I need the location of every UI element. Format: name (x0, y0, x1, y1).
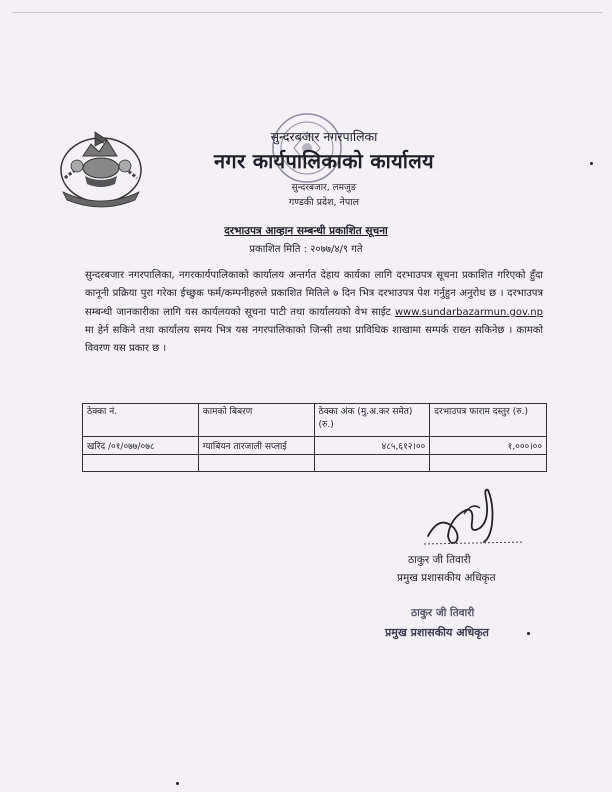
header-work-details: कामको बिबरण (198, 404, 314, 437)
empty-cell (83, 455, 199, 472)
empty-cell (314, 455, 430, 472)
notice-title-text: दरभाउपत्र आव्हान सम्बन्धी प्रकाशित सूचना (224, 225, 388, 237)
cell-work-details: ग्याबियन तारजाली सप्लाई (198, 437, 314, 455)
table-row (83, 437, 547, 455)
handwritten-signature-icon (420, 484, 530, 552)
signatory-title: प्रमुख प्रशासकीय अधिकृत (397, 572, 496, 584)
cell-contract-amount: ४८५,६१२।०० (314, 437, 430, 455)
cell-form-fee: १,०००।०० (430, 437, 547, 455)
office-address: सुन्दरबजार, लमजुङ (291, 183, 357, 193)
seal-name: ठाकुर जी तिवारी (411, 607, 475, 619)
municipality-name: सुन्दरबजार नगरपालिका (270, 129, 378, 144)
empty-cell (198, 455, 314, 472)
website-link[interactable]: www.sundarbazarmun.gov.np (394, 306, 543, 318)
body-text-before-site: सुन्दरबजार नगरपालिका, नगरकार्यपालिकाको कार्यालय अन्तर्गत देहाय कार्यका लागि दरभाउपत्र सूचना प्रकाशित गरिएको हुँदा कानूनी प्रक्रिया पुरा गरेका ईच्छुक फर्म/कम्पनीहरुले प्रकाशित मितिले ७ दिन भित्र दरभाउपत्र पेश गर्नुहुन अनुरोध छ । दरभाउपत्र सम्बन्धी जानकारीका लागि यस कार्यलयको सूचना पाटी तथा कार्यालयको वेभ साईट (85, 270, 543, 318)
empty-cell (430, 455, 547, 472)
cell-contract-no: खरिद /०१/०७७/०७८ (83, 437, 199, 455)
scan-dot (527, 632, 530, 635)
notice-body (85, 267, 543, 358)
publication-date: प्रकाशित मिति : २०७७/४/९ गते (249, 244, 363, 255)
seal-title: प्रमुख प्रशासकीय अधिकृत (385, 626, 489, 639)
works-table (82, 403, 547, 472)
signatory-name: ठाकुर जी तिवारी (408, 554, 471, 566)
notice-title (0, 224, 612, 238)
province-name: गण्डकी प्रदेश, नेपाल (288, 197, 360, 208)
scan-dot (590, 162, 593, 165)
scan-dot (176, 782, 179, 785)
scan-edge-mark (12, 12, 602, 16)
table-row-empty (83, 455, 547, 472)
header-form-fee: दरभाउपत्र फाराम दस्तुर (रु.) (430, 404, 547, 437)
table-header-row (83, 404, 547, 437)
body-text-after-site: मा हेर्न सकिने तथा कार्यालय समय भित्र यस नगरपालिकाको जिन्सी तथा प्राविधिक शाखामा सम्पर्क राख्न सकिनेछ । कामको विवरण यस प्रकार छ । (85, 324, 543, 355)
header-contract-amount: ठेक्का अंक (मु.अ.कर समेत) (रु.) (314, 404, 430, 437)
header-contract-no: ठेक्का नं. (83, 404, 199, 437)
office-name: नगर कार्यपालिकाको कार्यालय (214, 149, 434, 173)
